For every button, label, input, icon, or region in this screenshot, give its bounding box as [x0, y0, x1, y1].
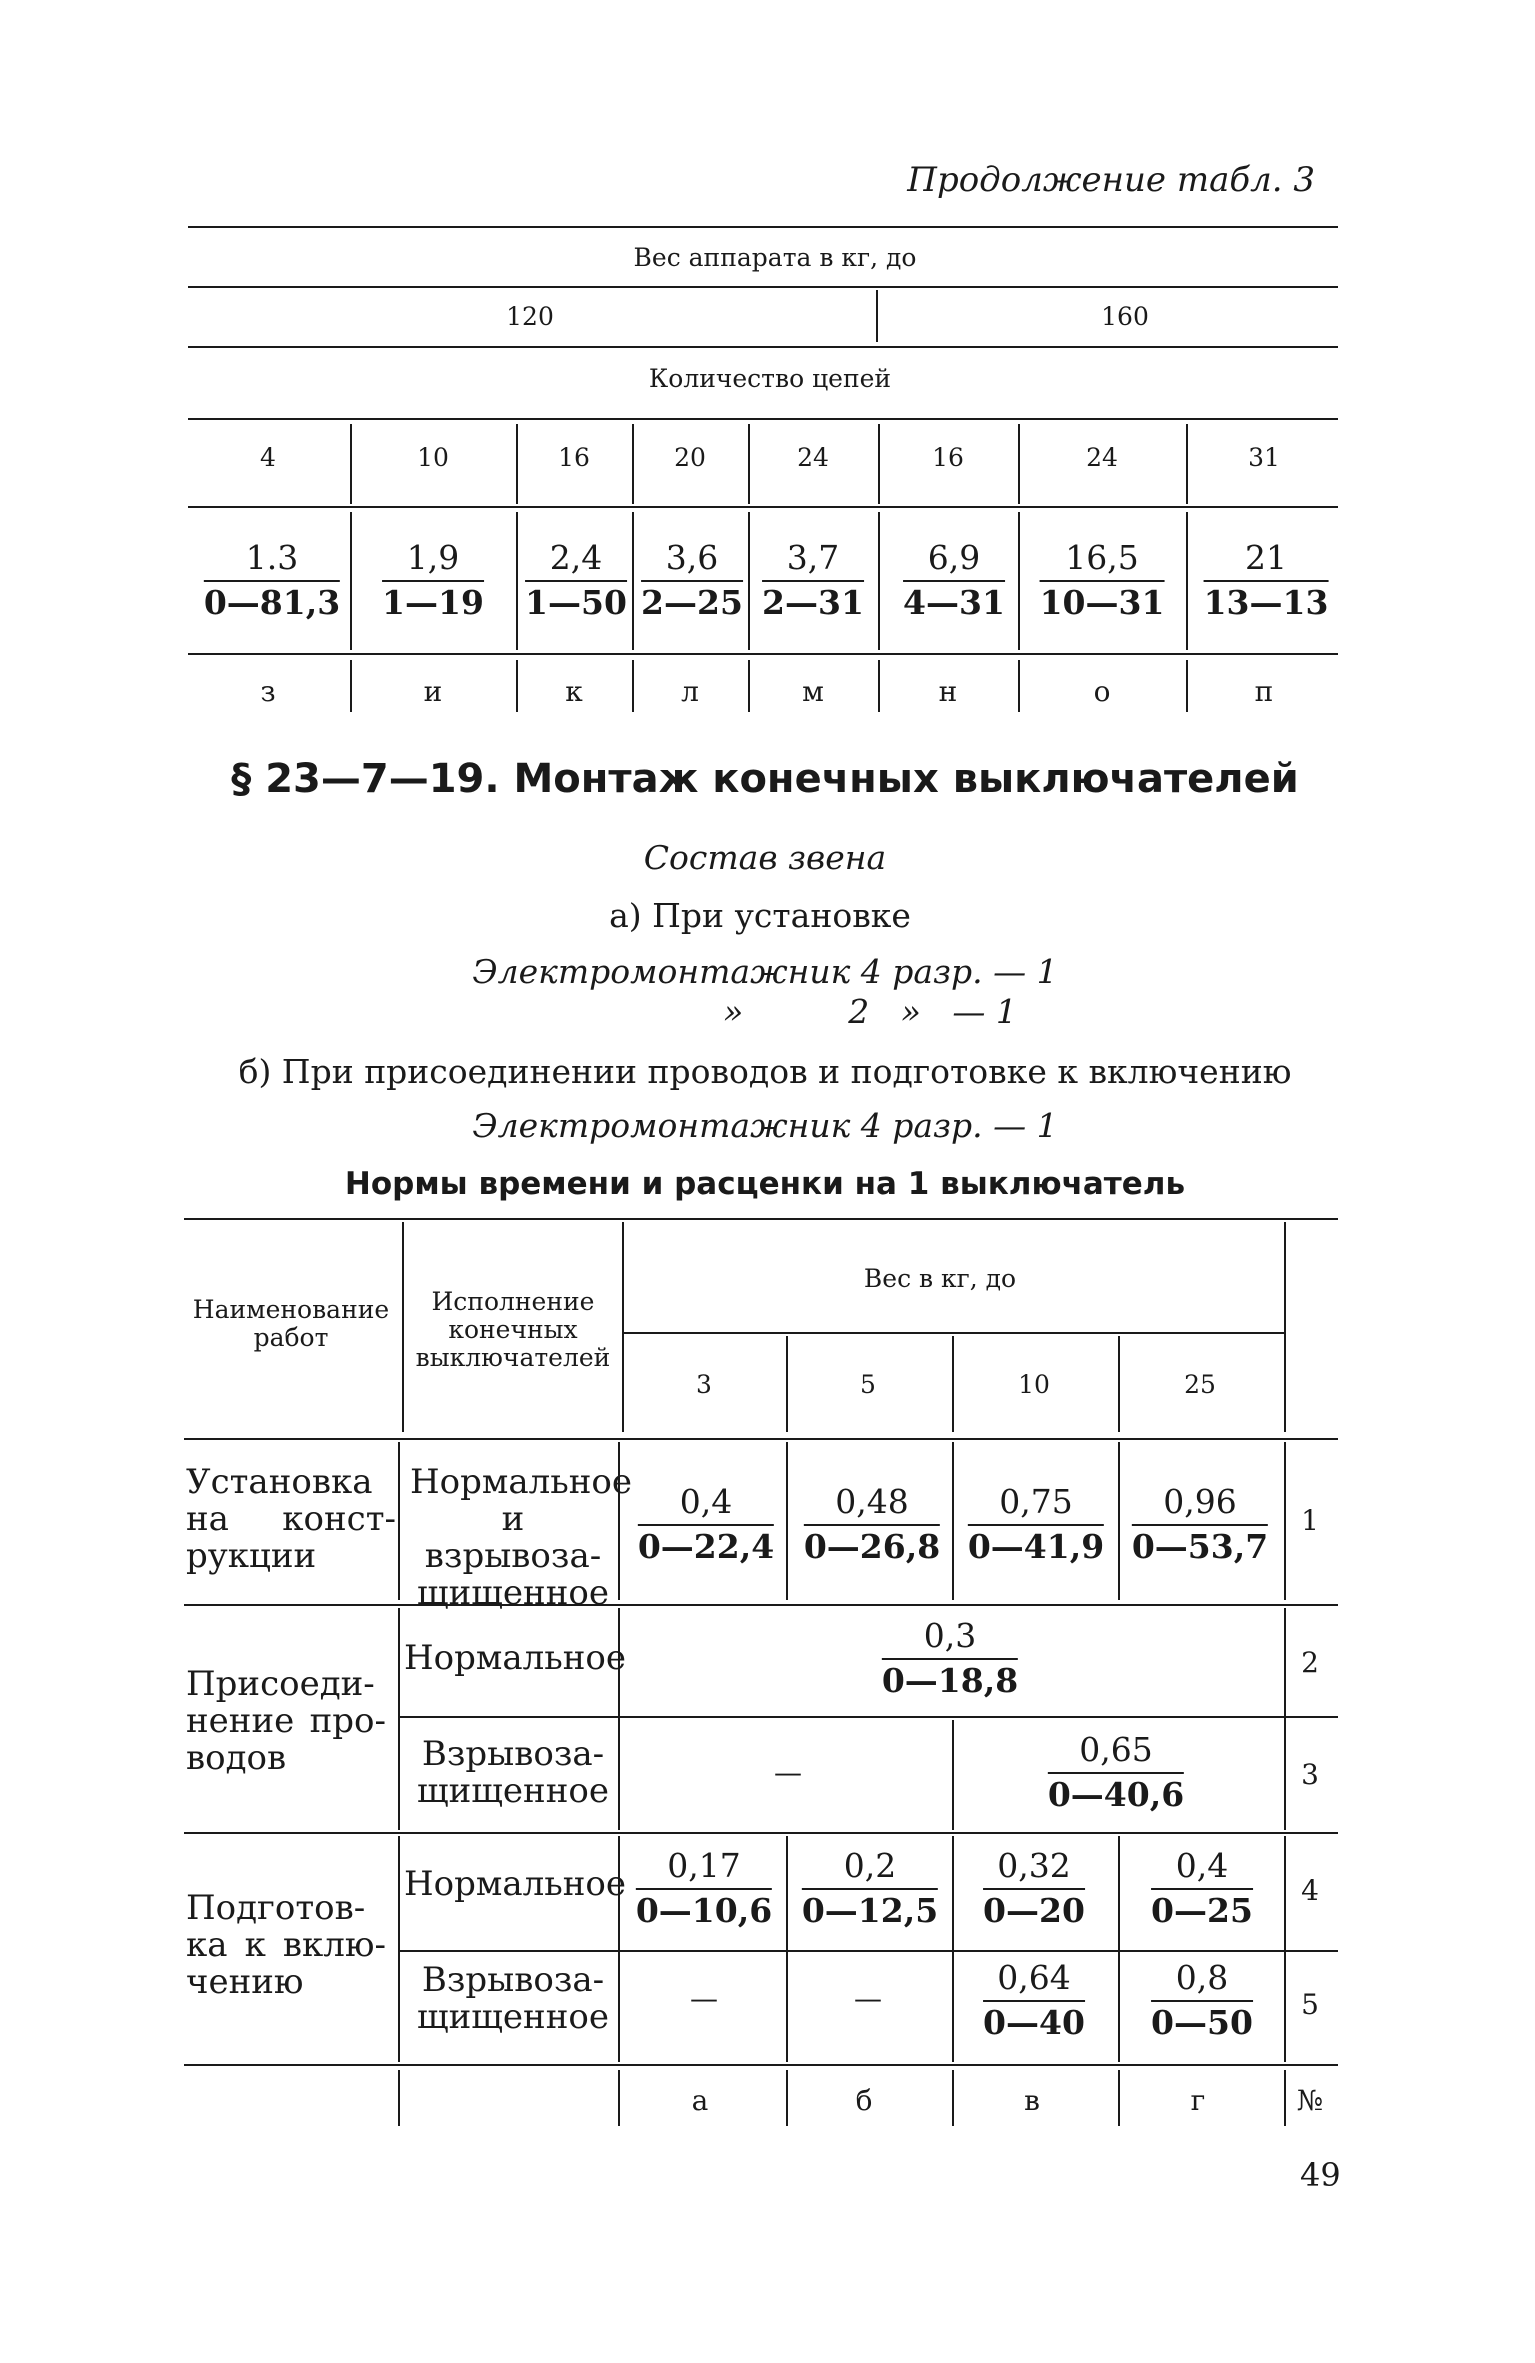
- weight-5: 5: [860, 1370, 876, 1399]
- value-fraction: $\frac{0,96}{0—53,7}$: [1131, 1482, 1269, 1566]
- count-cell: 10: [417, 443, 449, 472]
- value-fraction: $\frac{6,9}{4—31}$: [903, 538, 1005, 622]
- row1-exec: Нормальное и взрывоза-щищенное: [410, 1462, 632, 1613]
- row-number: 5: [1301, 1988, 1319, 2021]
- value-fraction: $\frac{0,32}{0—20}$: [983, 1846, 1085, 1930]
- circuits-subheader: Количество цепей: [648, 364, 892, 393]
- value-fraction: $\frac{3,7}{2—31}$: [762, 538, 864, 622]
- norms-title: Нормы времени и расценки на 1 выключатель: [344, 1166, 1186, 1202]
- value-fraction: $\frac{0,4}{0—25}$: [1151, 1846, 1253, 1930]
- page-number: 49: [1300, 2156, 1341, 2194]
- letter-cell: л: [681, 675, 699, 708]
- footer-letter: г: [1190, 2084, 1206, 2117]
- row2-exec: Нормальное: [404, 1638, 626, 1678]
- row1-work: Установка на конст-рукции: [186, 1462, 396, 1576]
- letter-cell: м: [802, 675, 824, 708]
- value-fraction: $\frac{16,5}{10—31}$: [1039, 538, 1165, 622]
- row-number: 4: [1301, 1874, 1319, 1907]
- crew-title: Состав звена: [643, 838, 887, 877]
- row5-dash: —: [854, 1982, 882, 2015]
- count-cell: 24: [1086, 443, 1118, 472]
- letter-cell: к: [565, 675, 583, 708]
- weight-120: 120: [506, 302, 554, 331]
- weight-25: 25: [1184, 1370, 1216, 1399]
- crew-b-line1: Электромонтажник 4 разр. — 1: [472, 1106, 1058, 1145]
- count-cell: 31: [1248, 443, 1280, 472]
- row5-dash: —: [690, 1982, 718, 2015]
- row-number: 2: [1301, 1646, 1319, 1679]
- row5-exec: Взрывоза-щищенное: [417, 1960, 609, 2037]
- weight-10: 10: [1018, 1370, 1050, 1399]
- count-cell: 16: [932, 443, 964, 472]
- footer-letter: б: [855, 2084, 873, 2117]
- letter-cell: и: [423, 675, 443, 708]
- letter-cell: п: [1254, 675, 1274, 708]
- section-title: § 23—7—19. Монтаж конечных выключателей: [231, 756, 1299, 802]
- footer-letter: а: [691, 2084, 709, 2117]
- value-fraction: $\frac{0,64}{0—40}$: [983, 1958, 1085, 2042]
- value-fraction: $\frac{21}{13—13}$: [1203, 538, 1329, 622]
- col-exec-header: Исполнение конечных выключателей: [415, 1287, 611, 1372]
- count-cell: 24: [797, 443, 829, 472]
- value-fraction: $\frac{0,2}{0—12,5}$: [801, 1846, 939, 1930]
- crew-a-line2: » 2 » — 1: [723, 992, 1017, 1031]
- row4-exec: Нормальное: [404, 1864, 626, 1904]
- crew-a-label: а) При установке: [609, 896, 911, 935]
- group3-work: Подготов-ка к вклю-чению: [186, 1888, 386, 2002]
- col-weight-header: Вес в кг, до: [863, 1264, 1017, 1293]
- count-cell: 20: [674, 443, 706, 472]
- value-fraction: $\frac{1,9}{1—19}$: [382, 538, 484, 622]
- row-number: 3: [1301, 1758, 1319, 1791]
- continuation-caption: Продолжение табл. 3: [907, 160, 1315, 200]
- value-fraction: $\frac{2,4}{1—50}$: [525, 538, 627, 622]
- value-fraction: $\frac{1.3}{0—81,3}$: [203, 538, 341, 622]
- crew-a-line1: Электромонтажник 4 разр. — 1: [472, 952, 1058, 991]
- value-fraction: $\frac{0,4}{0—22,4}$: [637, 1482, 775, 1566]
- col-work-header: Наименование работ: [192, 1295, 390, 1352]
- value-fraction: $\frac{3,6}{2—25}$: [641, 538, 743, 622]
- footer-number-sign: №: [1296, 2084, 1324, 2117]
- value-fraction: $\frac{0,17}{0—10,6}$: [635, 1846, 773, 1930]
- row3-exec: Взрывоза-щищенное: [417, 1734, 609, 1811]
- value-fraction: $\frac{0,65}{0—40,6}$: [1047, 1730, 1185, 1814]
- top-table-header: Вес аппарата в кг, до: [633, 243, 917, 272]
- value-fraction: $\frac{0,8}{0—50}$: [1151, 1958, 1253, 2042]
- row3-dash: —: [774, 1756, 802, 1789]
- letter-cell: з: [260, 675, 276, 708]
- count-cell: 4: [260, 443, 276, 472]
- row-number: 1: [1301, 1504, 1319, 1537]
- letter-cell: о: [1093, 675, 1111, 708]
- count-cell: 16: [558, 443, 590, 472]
- weight-3: 3: [696, 1370, 712, 1399]
- value-fraction: $\frac{0,48}{0—26,8}$: [803, 1482, 941, 1566]
- letter-cell: н: [938, 675, 958, 708]
- weight-160: 160: [1101, 302, 1149, 331]
- group2-work: Присоеди-нение про-водов: [186, 1664, 386, 1778]
- footer-letter: в: [1024, 2084, 1040, 2117]
- value-fraction: $\frac{0,3}{0—18,8}$: [881, 1616, 1019, 1700]
- crew-b-label: б) При присоединении проводов и подготовке к включению: [238, 1052, 1292, 1091]
- value-fraction: $\frac{0,75}{0—41,9}$: [967, 1482, 1105, 1566]
